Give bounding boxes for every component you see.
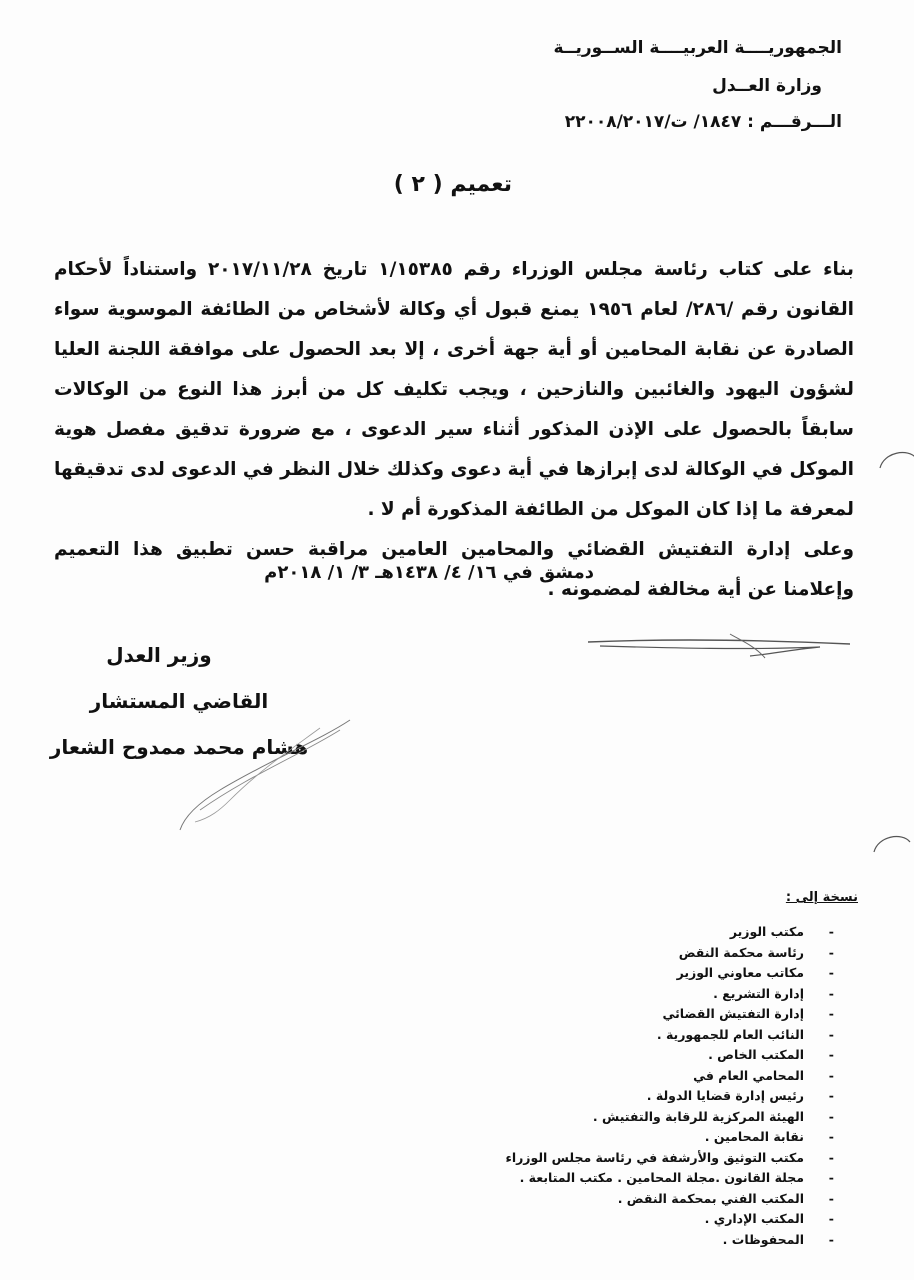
signatory-title: وزير العدل (106, 643, 212, 667)
list-item: - إدارة التفتيش القضائي (662, 1006, 834, 1021)
list-item: - المكتب الإداري . (704, 1211, 834, 1226)
list-item: - إدارة التشريع . (713, 985, 834, 1001)
list-item: - النائب العام للجمهورية . (656, 1026, 834, 1042)
signatory-rank: القاضي المستشار (89, 689, 269, 713)
list-item: - مكتب الوزير (729, 924, 834, 939)
signature-stroke-icon (580, 620, 860, 670)
reference-number: الـــرقـــم : ١٨٤٧/ ت/٢٢٠٠٨/٢٠١٧ (564, 112, 842, 132)
copies-heading: نسخة إلى : (785, 890, 858, 905)
signatory-name: هشام محمد ممدوح الشعار (49, 735, 309, 759)
list-item: - مكتب التوثيق والأرشفة في رئاسة مجلس الوزراء (505, 1149, 834, 1165)
list-item: - مجلة القانون .مجلة المحامين . مكتب المتابعة . (519, 1170, 834, 1185)
country-name: الجمهوريــــة العربيــــة الســوريــة (553, 38, 842, 58)
list-item: - نقابة المحامين . (704, 1129, 834, 1144)
punch-hole-icon (878, 446, 914, 472)
list-item: - مكاتب معاوني الوزير (676, 965, 834, 980)
handwritten-signature-icon (150, 700, 370, 840)
document-title: تعميم ( ٢ ) (393, 172, 512, 197)
circular-body (54, 250, 854, 610)
list-item: - المكتب الفني بمحكمة النقض . (617, 1190, 834, 1206)
body-paragraph-1: بناء على كتاب رئاسة مجلس الوزراء رقم ١/١٥٣٨٥ تاريخ ٢٠١٧/١١/٢٨ واستناداً لأحكام القانون رقم /٢٨٦/ لعام ١٩٥٦ يمنع قبول أي وكالة لأشخاص من الطائفة الموسوية سواء الصادرة عن نقابة المحامين أو أية جهة أخرى ، إلا بعد الحصول على موافقة اللجنة العليا لشؤون اليهود والغائبين والنازحين ، ويجب تكليف كل من أبرز هذا النوع من الوكالات سابقاً بالحصول على الإذن المذكور أثناء سير الدعوى ، مع ضرورة تدقيق مفصل هوية الموكل في الوكالة لدى إبرازها في أية دعوى وكذلك خلال النظر في الدعوى لدى تدقيقها لمعرفة ما إذا كان الموكل من الطائفة المذكورة أم لا . (54, 259, 854, 520)
body-paragraph-2: وعلى إدارة التفتيش القضائي والمحامين العامين مراقبة حسن تطبيق هذا التعميم وإعلامنا عن أية مخالفة لمضمونه . (54, 539, 854, 600)
list-item: - الهيئة المركزية للرقابة والتفتيش . (592, 1108, 834, 1124)
list-item: - المحفوظات . (722, 1231, 834, 1247)
date-line: دمشق في ١٦/ ٤/ ١٤٣٨هـ ٣/ ١/ ٢٠١٨م (264, 562, 594, 583)
list-item: - رئيس إدارة قضايا الدولة . (646, 1088, 834, 1103)
punch-hole-icon (872, 830, 912, 856)
list-item: - المكتب الخاص . (708, 1047, 834, 1062)
ministry-name: وزارة العــدل (712, 76, 822, 96)
list-item: - المحامي العام في (693, 1067, 834, 1083)
list-item: - رئاسة محكمة النقض (678, 944, 834, 960)
copies-list (505, 922, 834, 1250)
